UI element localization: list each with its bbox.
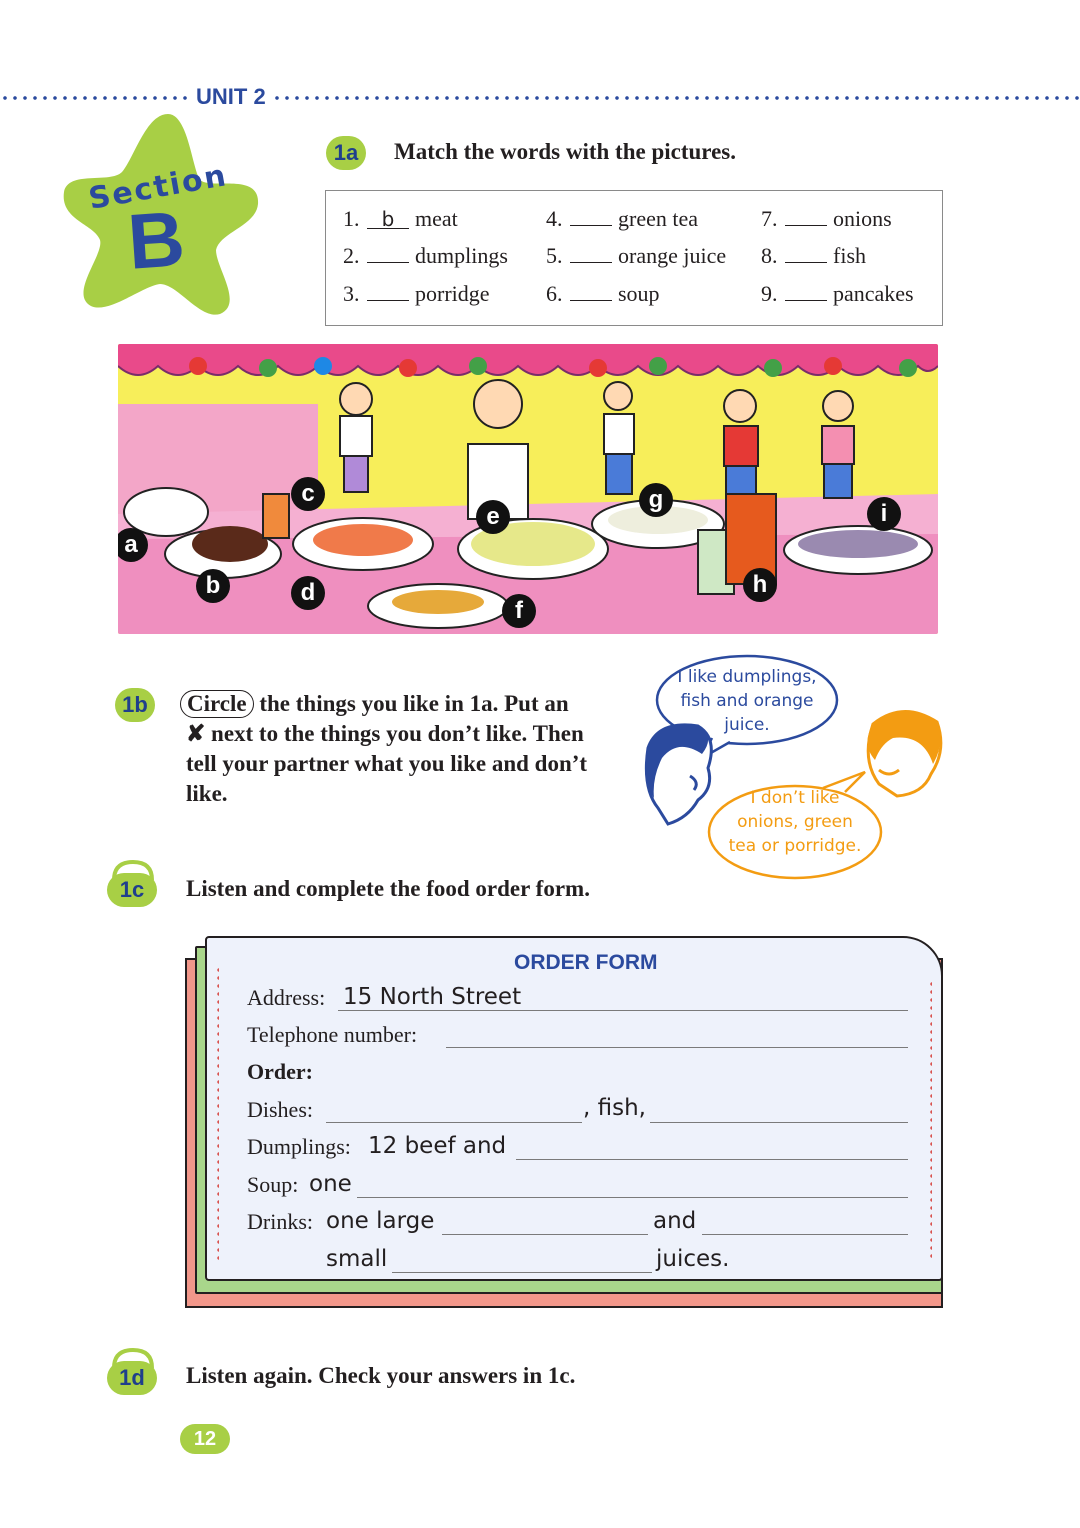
instruction-1b-line4: like. (186, 781, 228, 806)
word-text: dumplings (415, 243, 508, 268)
headphones-icon (108, 858, 158, 882)
drinks-line-2[interactable] (702, 1234, 908, 1235)
header-dots-right (272, 95, 1080, 101)
party-scene-illustration (118, 344, 938, 634)
word-item-8 (761, 243, 866, 269)
picture-label-c: c (291, 477, 325, 511)
word-item-4 (546, 206, 698, 232)
answer-blank[interactable] (785, 206, 827, 226)
unit-title: UNIT 2 (192, 84, 270, 110)
word-num: 7. (761, 206, 778, 231)
word-item-2 (343, 243, 508, 269)
drinks-value: one large (326, 1208, 435, 1234)
word-text: soup (618, 281, 660, 306)
headphones-icon (108, 1346, 158, 1370)
picture-label-h: h (743, 568, 777, 602)
word-num: 5. (546, 243, 563, 268)
picture-label-f: f (502, 594, 536, 628)
boy-face-blue-icon (638, 718, 720, 830)
drinks-end: juices. (656, 1246, 730, 1272)
answer-blank[interactable] (785, 281, 827, 301)
instruction-1b-line1 (186, 690, 569, 718)
address-line (338, 1010, 908, 1011)
picture-label-g: g (639, 483, 673, 517)
answer-blank[interactable] (367, 281, 409, 301)
word-text: porridge (415, 281, 490, 306)
answer-blank[interactable] (570, 281, 612, 301)
word-num: 4. (546, 206, 563, 231)
word-text: meat (415, 206, 458, 231)
drinks-small: small (326, 1246, 388, 1272)
badge-1c: 1c (107, 873, 157, 907)
form-stitch-left (217, 966, 219, 1262)
word-text: onions (833, 206, 892, 231)
section-letter: B (124, 194, 188, 286)
bubble-1-line: fish and orange (680, 691, 814, 711)
dishes-mid: , fish, (583, 1095, 646, 1121)
badge-1b: 1b (115, 688, 155, 722)
drinks-line-1[interactable] (442, 1234, 648, 1235)
section-word: Section (86, 158, 231, 217)
soup-line[interactable] (357, 1197, 908, 1198)
answer-blank[interactable] (570, 243, 612, 263)
circle-word: Circle (180, 690, 254, 718)
form-stitch-right (930, 980, 932, 1262)
answer-blank[interactable] (785, 243, 827, 263)
word-item-9 (761, 281, 914, 307)
picture-label-b: b (196, 569, 230, 603)
word-num: 8. (761, 243, 778, 268)
instruction-1b-rest: the things you like in 1a. Put an (259, 691, 569, 716)
word-num: 3. (343, 281, 360, 306)
dishes-line-1[interactable] (326, 1122, 582, 1123)
instruction-1a: Match the words with the pictures. (394, 139, 736, 164)
party-food-picture (118, 344, 938, 634)
instruction-1c: Listen and complete the food order form. (186, 876, 590, 901)
instruction-1b-line3: tell your partner what you like and don’t (186, 751, 588, 776)
badge-1d: 1d (107, 1361, 157, 1395)
dishes-line-2[interactable] (650, 1122, 908, 1123)
bubble-2-line: onions, green (737, 812, 853, 832)
drinks-and: and (653, 1208, 697, 1234)
dishes-label: Dishes: (247, 1097, 313, 1122)
drinks-label: Drinks: (247, 1209, 313, 1234)
dumplings-value: 12 beef and (368, 1133, 507, 1159)
address-label: Address: (247, 985, 326, 1010)
word-num: 1. (343, 206, 360, 231)
bubble-1-line: juice. (724, 715, 770, 735)
telephone-line[interactable] (446, 1047, 908, 1048)
word-num: 9. (761, 281, 778, 306)
badge-1a: 1a (326, 136, 366, 170)
word-item-5 (546, 243, 726, 269)
word-item-6 (546, 281, 660, 307)
word-text: pancakes (833, 281, 914, 306)
word-num: 2. (343, 243, 360, 268)
order-form-title: ORDER FORM (514, 951, 658, 974)
order-label: Order: (247, 1059, 313, 1084)
dumplings-label: Dumplings: (247, 1134, 351, 1159)
soup-label: Soup: (247, 1172, 299, 1197)
answer-blank[interactable] (570, 206, 612, 226)
soup-value: one (309, 1171, 352, 1197)
word-text: orange juice (618, 243, 727, 268)
header-dots-left (0, 95, 190, 101)
instruction-1d: Listen again. Check your answers in 1c. (186, 1363, 576, 1388)
bubble-2-line: I don’t like (750, 788, 840, 808)
picture-label-e: e (476, 500, 510, 534)
drinks-line-3[interactable] (392, 1272, 652, 1273)
word-item-3 (343, 281, 490, 307)
boy-face-orange-icon (853, 704, 945, 800)
answer-blank[interactable] (367, 243, 409, 263)
bubble-1-line: I like dumplings, (677, 667, 817, 687)
word-text: green tea (618, 206, 698, 231)
bubble-2-line: tea or porridge. (728, 836, 862, 856)
word-num: 6. (546, 281, 563, 306)
picture-label-i: i (867, 497, 901, 531)
instruction-1b-line2: ✘ next to the things you don’t like. Then (186, 721, 584, 746)
answer-blank[interactable]: b (367, 209, 409, 229)
picture-label-d: d (291, 576, 325, 610)
dumplings-line[interactable] (516, 1159, 908, 1160)
word-item-1 (343, 206, 458, 232)
word-item-7 (761, 206, 892, 232)
telephone-label: Telephone number: (247, 1022, 418, 1047)
address-value[interactable]: 15 North Street (343, 984, 522, 1010)
word-text: fish (833, 243, 866, 268)
page-number: 12 (180, 1424, 230, 1454)
picture-label-a: a (118, 528, 148, 562)
